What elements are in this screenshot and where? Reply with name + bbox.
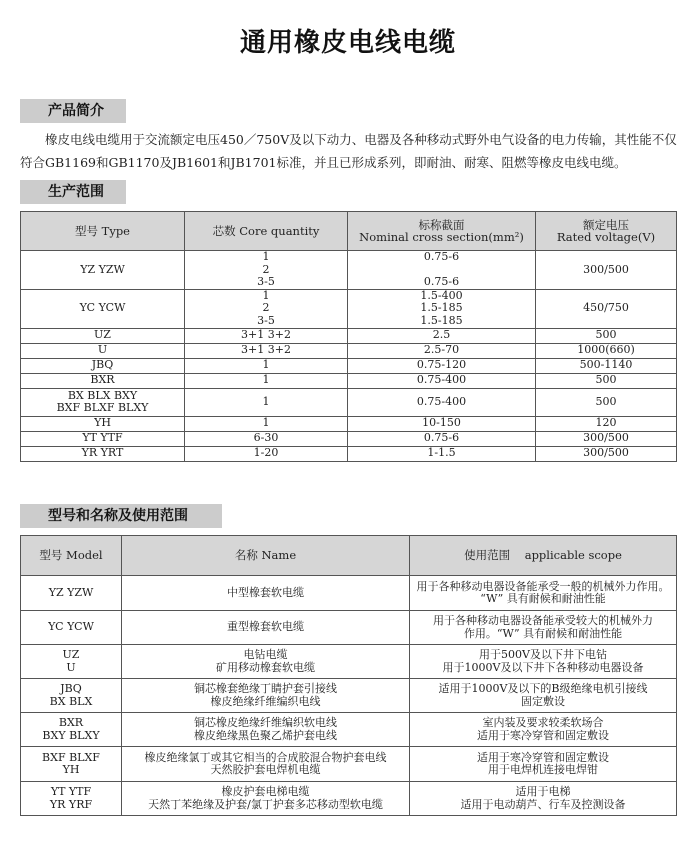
scope-cell xyxy=(410,576,677,611)
name-cell-line: 电钻电缆 xyxy=(243,648,288,661)
type-cell xyxy=(21,328,185,343)
type-cell-line: BXR xyxy=(90,373,115,387)
scope-cell-line: 用于各种移动电器设备能承受一般的机械外力作用。 xyxy=(416,579,670,593)
cross-section-cell xyxy=(348,373,536,388)
cross-section-cell-line: 1.5-400 xyxy=(420,288,463,302)
cross-section-cell-line: 0.75-400 xyxy=(416,394,467,408)
cross-section-cell-line: 1.5-185 xyxy=(420,313,463,327)
cores-cell-line: 1 xyxy=(262,394,270,408)
cores-cell xyxy=(185,328,348,343)
scope-cell-line: 适用于电动葫芦、行车及控测设备 xyxy=(460,797,626,811)
voltage-cell: 450/750 xyxy=(536,289,677,328)
name-cell-line: 橡皮绝缘纤维编织电线 xyxy=(210,694,321,708)
cores-cell xyxy=(185,431,348,446)
name-cell xyxy=(122,645,410,679)
intro-text xyxy=(20,128,680,174)
cores-cell-line: 3+1 3+2 xyxy=(241,328,291,342)
type-cell-line: YR YRT xyxy=(81,446,124,460)
scope-cell-line: 室内装及要求较柔软场合 xyxy=(482,716,604,729)
scope-cell-line: 用于各种移动电器设备能承受较大的机械外力 xyxy=(433,614,653,627)
type-cell-line: JBQ xyxy=(91,358,114,372)
type-cell-line: YC YCW xyxy=(79,301,126,315)
cross-section-cell-line: 0.75-120 xyxy=(416,358,467,372)
cores-cell xyxy=(185,251,348,290)
name-cell-line: 橡皮绝缘氯丁或其它相当的合成胶混合物护套电线 xyxy=(144,750,387,764)
voltage-cell: 120 xyxy=(536,416,677,431)
scope-cell-line: 固定敷设 xyxy=(521,694,565,708)
table-row xyxy=(21,576,677,611)
scope-cell-line: 用于电焊机连接电焊钳 xyxy=(488,763,598,776)
table-row xyxy=(21,373,677,388)
name-cell xyxy=(122,747,410,782)
name-cell-line: 铜芯橡皮绝缘纤维编织软电线 xyxy=(194,716,337,729)
scope-cell-line: 用于500V及以下井下电钻 xyxy=(479,648,607,661)
type-cell-line: UZ xyxy=(94,328,111,342)
model-cell-line: BXF BLXF xyxy=(42,750,100,764)
name-cell-line: 中型橡套软电缆 xyxy=(227,585,304,599)
table-row xyxy=(21,358,677,373)
name-cell-line: 橡皮护套电梯电缆 xyxy=(221,785,310,798)
header-cross-cn: 标称截面 xyxy=(418,217,465,232)
model-cell-line: YR YRF xyxy=(49,797,93,811)
table-header-row xyxy=(21,212,677,251)
name-cell xyxy=(122,782,410,816)
type-cell xyxy=(21,416,185,431)
cross-section-cell xyxy=(348,446,536,461)
type-cell xyxy=(21,343,185,358)
type-cell-line: U xyxy=(97,343,108,357)
cross-section-cell xyxy=(348,416,536,431)
table-row xyxy=(21,782,677,816)
type-cell xyxy=(21,388,185,416)
cross-section-cell-line: 0.75-400 xyxy=(416,373,467,387)
cross-section-cell-line: 10-150 xyxy=(422,416,461,430)
name-cell-line: 橡皮绝缘黑色聚乙烯护套电线 xyxy=(194,728,337,742)
section-heading-intro: 产品简介 xyxy=(20,99,126,123)
scope-cell-line: 适用于寒冷穿管和固定敷设 xyxy=(477,728,609,742)
cores-cell-line: 6-30 xyxy=(253,431,279,445)
model-cell-line: BX BLX xyxy=(49,694,93,708)
table-row xyxy=(21,416,677,431)
model-cell-line: JBQ xyxy=(60,682,82,695)
model-cell xyxy=(21,679,122,713)
page-title: 通用橡皮电线电缆 xyxy=(239,28,456,58)
voltage-cell: 500-1140 xyxy=(536,358,677,373)
table-row xyxy=(21,251,677,290)
name-cell xyxy=(122,576,410,611)
cores-cell xyxy=(185,343,348,358)
production-range-table xyxy=(20,211,677,462)
model-cell-line: U xyxy=(66,660,76,674)
cores-cell xyxy=(185,446,348,461)
table-row xyxy=(21,611,677,645)
name-cell-line: 天然胶护套电焊机电缆 xyxy=(210,763,321,776)
table-row xyxy=(21,645,677,679)
model-cell xyxy=(21,576,122,611)
cores-cell-line: 3+1 3+2 xyxy=(241,343,291,357)
scope-cell xyxy=(410,645,677,679)
model-cell xyxy=(21,747,122,782)
scope-cell-line: 作用。“W” 具有耐候和耐油性能 xyxy=(463,626,623,640)
table-row xyxy=(21,446,677,461)
header-cross-en: Nominal cross section(mm²) xyxy=(359,230,524,244)
cores-cell-line: 1 xyxy=(262,416,270,430)
model-cell xyxy=(21,645,122,679)
cores-cell-line: 1 xyxy=(262,250,270,263)
cross-section-cell-line: 1-1.5 xyxy=(427,446,456,460)
cross-section-cell xyxy=(348,431,536,446)
scope-cell-line: 用于1000V及以下井下各种移动电器设备 xyxy=(442,660,644,674)
type-cell-line: BXF BLXF BLXY xyxy=(56,401,149,414)
voltage-cell: 500 xyxy=(536,388,677,416)
cross-section-cell-line: 2.5-70 xyxy=(423,343,460,357)
name-cell-line: 天然丁苯绝缘及护套/氯丁护套多芯移动型软电缆 xyxy=(148,797,383,811)
cores-cell-line: 1 xyxy=(262,358,270,372)
table-row xyxy=(21,679,677,713)
type-cell-line: BX BLX BXY xyxy=(67,388,138,402)
scope-cell xyxy=(410,782,677,816)
model-cell-line: BXY BLXY xyxy=(42,728,100,742)
section-heading-models-scope: 型号和名称及使用范围 xyxy=(20,504,222,528)
name-cell-line: 铜芯橡套绝缘丁睛护套引接线 xyxy=(194,682,337,695)
cores-cell xyxy=(185,289,348,328)
header-model: 型号 Model xyxy=(21,536,122,576)
voltage-cell: 300/500 xyxy=(536,446,677,461)
scope-cell-line: 适用于电梯 xyxy=(515,785,571,798)
cores-cell-line: 2 xyxy=(262,301,270,315)
header-type: 型号 Type xyxy=(21,212,185,251)
type-cell xyxy=(21,373,185,388)
cores-cell-line: 2 xyxy=(262,262,270,276)
voltage-cell: 300/500 xyxy=(536,251,677,290)
name-cell-line: 矿用移动橡套软电缆 xyxy=(216,660,315,674)
header-voltage xyxy=(536,212,677,251)
scope-cell-line: “W” 具有耐候和耐油性能 xyxy=(480,592,606,605)
table-row xyxy=(21,343,677,358)
type-cell-line: YZ YZW xyxy=(80,262,125,276)
type-cell xyxy=(21,289,185,328)
table-row xyxy=(21,747,677,782)
cross-section-cell-line: 1.5-185 xyxy=(420,301,463,315)
header-cores: 芯数 Core quantity xyxy=(185,212,348,251)
header-scope-cn: 使用范围 xyxy=(464,548,511,563)
model-cell-line: UZ xyxy=(62,648,80,661)
model-cell xyxy=(21,782,122,816)
cross-section-cell xyxy=(348,358,536,373)
header-scope xyxy=(410,536,677,576)
model-cell-line: YH xyxy=(62,763,80,776)
model-cell-line: YT YTF xyxy=(50,785,92,798)
cross-section-cell xyxy=(348,388,536,416)
section-heading-production-range: 生产范围 xyxy=(20,180,126,204)
voltage-cell: 300/500 xyxy=(536,431,677,446)
cores-cell-line: 3-5 xyxy=(257,313,275,327)
cross-section-cell xyxy=(348,328,536,343)
cores-cell xyxy=(185,373,348,388)
cross-section-cell xyxy=(348,251,536,290)
voltage-cell: 500 xyxy=(536,328,677,343)
type-cell-line: YH xyxy=(94,416,111,430)
model-cell xyxy=(21,611,122,645)
table-row xyxy=(21,388,677,416)
header-cross-section xyxy=(348,212,536,251)
name-cell xyxy=(122,713,410,747)
intro-paragraph: 橡皮电线电缆用于交流额定电压450／750V及以下动力、电器及各种移动式野外电气设备的电力传输，其性能不仅符合GB1169和GB1170及JB1601和JB1701标准，并且已形成系列，即耐油、耐寒、阻燃等橡皮电线电缆。 xyxy=(20,132,677,170)
table-header-row xyxy=(21,536,677,576)
cores-cell-line: 1 xyxy=(262,373,270,387)
voltage-cell: 500 xyxy=(536,373,677,388)
cross-section-cell-line: 0.75-6 xyxy=(423,275,460,288)
cores-cell-line: 3-5 xyxy=(257,275,275,288)
name-cell xyxy=(122,679,410,713)
cores-cell-line: 1-20 xyxy=(253,446,279,460)
model-cell xyxy=(21,713,122,747)
name-cell-line: 重型橡套软电缆 xyxy=(227,620,304,634)
scope-cell-line: 适用于1000V及以下的B级绝缘电机引接线 xyxy=(438,682,648,695)
table-row xyxy=(21,431,677,446)
scope-cell-line: 适用于寒冷穿管和固定敷设 xyxy=(477,750,609,764)
header-scope-en: applicable scope xyxy=(524,548,622,563)
model-cell-line: BXR xyxy=(58,716,84,729)
voltage-cell: 1000(660) xyxy=(536,343,677,358)
cores-cell xyxy=(185,388,348,416)
type-cell xyxy=(21,358,185,373)
cores-cell xyxy=(185,358,348,373)
model-cell-line: YC YCW xyxy=(48,620,94,634)
header-volt-cn: 额定电压 xyxy=(583,217,629,232)
table-row xyxy=(21,289,677,328)
header-name: 名称 Name xyxy=(122,536,410,576)
cross-section-cell-line: 0.75-6 xyxy=(423,250,460,263)
scope-cell xyxy=(410,713,677,747)
cross-section-cell-line: 2.5 xyxy=(432,328,451,342)
scope-cell xyxy=(410,679,677,713)
name-cell xyxy=(122,611,410,645)
models-scope-table xyxy=(20,535,677,816)
cross-section-cell xyxy=(348,289,536,328)
scope-cell xyxy=(410,611,677,645)
cross-section-cell-line: 0.75-6 xyxy=(423,431,460,445)
type-cell xyxy=(21,251,185,290)
scope-cell xyxy=(410,747,677,782)
cores-cell xyxy=(185,416,348,431)
table-row xyxy=(21,328,677,343)
cores-cell-line: 1 xyxy=(262,288,270,302)
type-cell-line: YT YTF xyxy=(82,431,123,445)
table-row xyxy=(21,713,677,747)
type-cell xyxy=(21,446,185,461)
cross-section-cell xyxy=(348,343,536,358)
model-cell-line: YZ YZW xyxy=(48,585,94,599)
header-volt-en: Rated voltage(V) xyxy=(556,230,656,244)
type-cell xyxy=(21,431,185,446)
